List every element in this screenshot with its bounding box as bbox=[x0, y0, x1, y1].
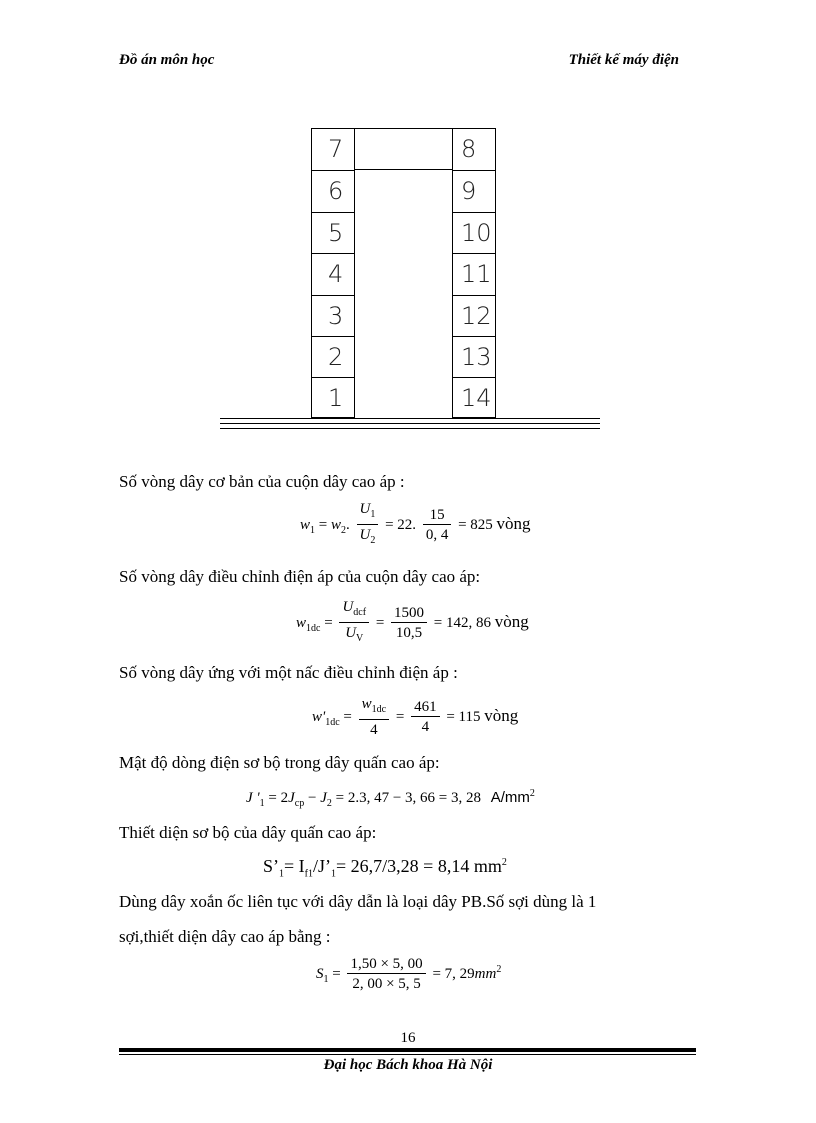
page-number: 16 bbox=[400, 1030, 416, 1046]
eq-symbol: U bbox=[345, 625, 357, 641]
eq-text: = 825 bbox=[458, 516, 493, 533]
eq-symbol: U bbox=[359, 501, 371, 517]
fraction bbox=[359, 695, 389, 740]
eq-symbol: w bbox=[361, 696, 372, 712]
eq-text: = 115 bbox=[446, 708, 481, 725]
right-coil-column bbox=[452, 128, 496, 418]
eq-text: S’ bbox=[263, 856, 280, 876]
eq-text: = I bbox=[284, 856, 305, 876]
fraction bbox=[423, 506, 452, 545]
eq-sub: 2 bbox=[370, 535, 376, 546]
equation-w1dc: $w_{1dc}$ = $\frac{U_{dcf}}{U_V}$ = $\frac{1500}{10,5}$ = 142, 86 vòng bbox=[296, 598, 529, 649]
eq-sub: 1 bbox=[310, 524, 316, 536]
fraction bbox=[411, 698, 440, 737]
paragraph: Dùng dây xoắn ốc liên tục với dây dẫn là loại dây PB.Số sợi dùng là 1 bbox=[119, 892, 597, 911]
eq-text: /J’ bbox=[313, 856, 332, 876]
footer-divider-thin bbox=[119, 1054, 696, 1055]
eq-sub: 1 bbox=[331, 868, 337, 880]
eq-sub: dcf bbox=[353, 607, 367, 618]
fraction-denominator: 0, 4 bbox=[425, 527, 449, 543]
fraction-denominator: 4 bbox=[370, 722, 378, 738]
eq-symbol: J ' bbox=[246, 790, 260, 806]
fraction-numerator: 15 bbox=[423, 506, 452, 525]
fraction bbox=[357, 500, 379, 551]
equation-w1: $w_1 = w_2$. $\frac{U_1}{U_2}$ = 22. $\frac{15}{0, 4}$ = 825 vòng bbox=[300, 500, 531, 551]
paragraph: Mật độ dòng điện sơ bộ trong dây quấn cao áp: bbox=[119, 753, 440, 772]
coil-cell: 6 bbox=[312, 170, 354, 211]
eq-unit: mm bbox=[474, 965, 497, 982]
coil-cell: 5 bbox=[312, 212, 354, 253]
coil-cell: 9 bbox=[453, 170, 495, 211]
eq-sub: f1 bbox=[304, 868, 314, 880]
eq-text: = 142, 86 bbox=[433, 614, 491, 631]
fraction bbox=[339, 598, 369, 649]
paragraph: sợi,thiết diện dây cao áp bằng : bbox=[119, 927, 331, 946]
eq-unit: vòng bbox=[484, 705, 519, 725]
eq-sub: 2 bbox=[326, 798, 332, 809]
eq-symbol: J bbox=[288, 790, 295, 806]
winding-diagram bbox=[220, 120, 600, 435]
eq-symbol: J bbox=[320, 790, 327, 806]
header-right: Thiết kế máy điện bbox=[568, 52, 679, 68]
fraction bbox=[391, 604, 427, 643]
eq-unit: vòng bbox=[494, 611, 529, 631]
eq-sub: 1 bbox=[259, 798, 265, 809]
yoke-line bbox=[220, 423, 600, 424]
fraction-numerator: 1500 bbox=[391, 604, 427, 623]
fraction bbox=[347, 955, 425, 994]
eq-sup: 2 bbox=[496, 963, 502, 975]
paragraph: Số vòng dây cơ bản của cuộn dây cao áp : bbox=[119, 472, 405, 491]
left-coil-column bbox=[311, 128, 355, 418]
coil-cell: 1 bbox=[312, 377, 354, 418]
footer-text: Đại học Bách khoa Hà Nội bbox=[323, 1057, 493, 1073]
eq-sub: 2 bbox=[341, 524, 346, 536]
footer-divider bbox=[119, 1048, 696, 1052]
equation-current-density: J '$_1 = 2J_{cp} - J_2 = 2.3$, 47 − 3, 66 = 3, 28 $A/mm^2$ bbox=[246, 788, 535, 809]
fraction-denominator: 10,5 bbox=[395, 625, 423, 641]
eq-symbol: w bbox=[300, 516, 311, 533]
eq-unit: vòng bbox=[496, 513, 531, 533]
eq-symbol: S bbox=[316, 965, 324, 982]
fraction-denominator: 2, 00 × 5, 5 bbox=[352, 976, 421, 992]
eq-text: = 7, 29 bbox=[432, 965, 475, 982]
paragraph: Số vòng dây điều chỉnh điện áp của cuộn dây cao áp: bbox=[119, 567, 481, 586]
eq-sub: V bbox=[356, 633, 364, 644]
coil-cell: 2 bbox=[312, 336, 354, 377]
eq-sub: 1 bbox=[370, 509, 376, 520]
eq-sub: 1dc bbox=[306, 622, 321, 634]
eq-sup: 2 bbox=[501, 857, 507, 868]
fraction-denominator: 4 bbox=[421, 719, 430, 735]
paragraph: Thiết diện sơ bộ của dây quấn cao áp: bbox=[119, 823, 377, 842]
yoke-line bbox=[220, 418, 600, 419]
eq-sub: 1 bbox=[323, 973, 329, 985]
equation-s1: $S_1$ = $\frac{1,50 \times 5, 00}{2, 00 \times 5, 5}$ = 7, $29mm^2$ bbox=[316, 956, 502, 992]
eq-symbol: w' bbox=[312, 708, 326, 725]
coil-cell: 4 bbox=[312, 253, 354, 294]
coil-cell: 8 bbox=[461, 135, 477, 163]
eq-sub: cp bbox=[294, 798, 305, 809]
eq-text: = 2.3, 47 − 3, 66 = 3, 28 bbox=[335, 790, 481, 806]
coil-cell: 11 bbox=[453, 253, 495, 294]
header-left: Đồ án môn học bbox=[119, 52, 215, 68]
eq-unit: A/mm bbox=[490, 789, 530, 806]
eq-sub: 1 bbox=[279, 868, 285, 880]
eq-symbol: U bbox=[359, 527, 371, 543]
coil-cell: 10 bbox=[453, 212, 495, 253]
eq-sub: 1dc bbox=[325, 716, 340, 728]
eq-text: = 2 bbox=[268, 790, 289, 806]
coil-cell: 14 bbox=[453, 377, 495, 418]
coil-bridge bbox=[355, 128, 452, 170]
coil-cell: 3 bbox=[312, 295, 354, 336]
equation-cross-section bbox=[263, 856, 507, 880]
coil-cell: 12 bbox=[453, 295, 495, 336]
paragraph: Số vòng dây ứng với một nấc điều chỉnh điện áp : bbox=[119, 663, 458, 682]
eq-symbol: w bbox=[296, 614, 307, 631]
eq-sub: 1dc bbox=[371, 704, 387, 715]
fraction-numerator: 461 bbox=[411, 698, 440, 717]
coil-cell: 13 bbox=[453, 336, 495, 377]
eq-text: = 22. bbox=[385, 516, 417, 533]
coil-cell: 7 bbox=[328, 135, 344, 163]
eq-symbol: U bbox=[342, 599, 354, 615]
eq-sup: 2 bbox=[529, 788, 535, 799]
equation-w1dc-step: $w'_{1dc}$ = $\frac{w_{1dc}}{4}$ = $\frac{461}{4}$ = 115 vòng bbox=[312, 696, 519, 738]
eq-text: = 26,7/3,28 = 8,14 mm bbox=[336, 856, 502, 876]
fraction-numerator: 1,50 × 5, 00 bbox=[347, 955, 425, 974]
eq-symbol: w bbox=[330, 516, 341, 533]
yoke-line bbox=[220, 428, 600, 429]
